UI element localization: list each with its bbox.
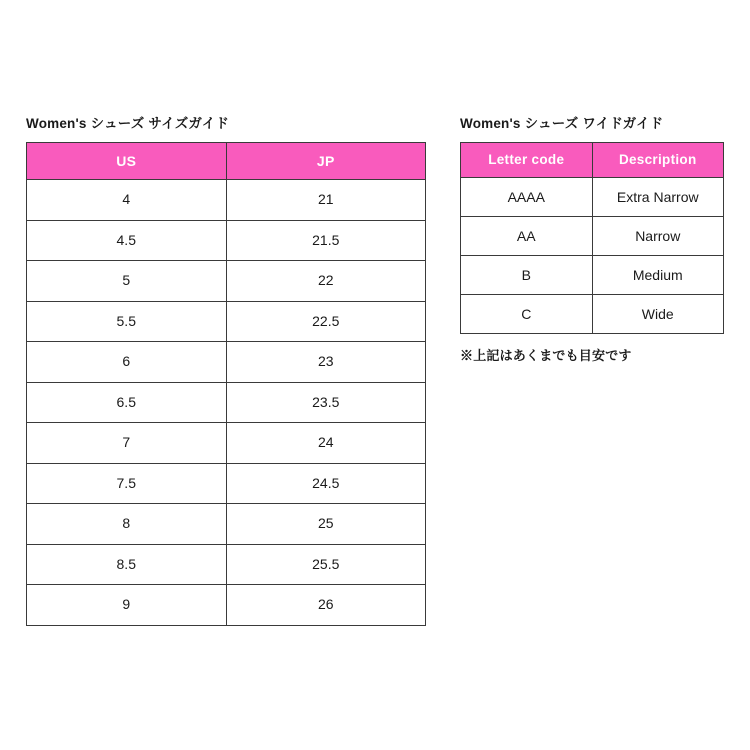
- cell-letter-code: AAAA: [461, 178, 593, 217]
- cell-us: 7: [27, 423, 227, 464]
- cell-us: 8: [27, 504, 227, 545]
- table-header-row: [27, 143, 426, 180]
- column-header-letter-code: Letter code: [461, 143, 593, 178]
- cell-us: 5.5: [27, 301, 227, 342]
- cell-jp: 21.5: [226, 220, 426, 261]
- cell-us: 4: [27, 180, 227, 221]
- cell-us: 5: [27, 261, 227, 302]
- cell-description: Wide: [592, 295, 724, 334]
- cell-us: 7.5: [27, 463, 227, 504]
- cell-jp: 25.5: [226, 544, 426, 585]
- table-row: [461, 256, 724, 295]
- table-row: [27, 261, 426, 302]
- column-header-us: US: [27, 143, 227, 180]
- size-guide-title: Women's シューズ サイズガイド: [26, 116, 230, 131]
- cell-us: 9: [27, 585, 227, 626]
- table-row: [27, 544, 426, 585]
- cell-jp: 22.5: [226, 301, 426, 342]
- cell-jp: 22: [226, 261, 426, 302]
- table-row: [27, 382, 426, 423]
- cell-letter-code: C: [461, 295, 593, 334]
- table-row: [27, 342, 426, 383]
- table-row: [461, 178, 724, 217]
- size-guide-panel: [26, 112, 426, 626]
- cell-letter-code: B: [461, 256, 593, 295]
- cell-jp: 23: [226, 342, 426, 383]
- size-guide-table: [26, 142, 426, 626]
- cell-jp: 21: [226, 180, 426, 221]
- width-guide-note: ※上記はあくまでも目安です: [460, 348, 632, 363]
- table-row: [461, 295, 724, 334]
- cell-letter-code: AA: [461, 217, 593, 256]
- cell-description: Medium: [592, 256, 724, 295]
- cell-jp: 24: [226, 423, 426, 464]
- cell-jp: 23.5: [226, 382, 426, 423]
- cell-us: 6.5: [27, 382, 227, 423]
- table-header-row: [461, 143, 724, 178]
- cell-us: 8.5: [27, 544, 227, 585]
- width-guide-panel: [460, 112, 724, 364]
- cell-jp: 25: [226, 504, 426, 545]
- width-guide-table: [460, 142, 724, 334]
- table-row: [27, 301, 426, 342]
- column-header-jp: JP: [226, 143, 426, 180]
- table-row: [27, 463, 426, 504]
- cell-description: Narrow: [592, 217, 724, 256]
- cell-us: 6: [27, 342, 227, 383]
- table-row: [27, 585, 426, 626]
- table-row: [27, 220, 426, 261]
- table-row: [461, 217, 724, 256]
- table-row: [27, 423, 426, 464]
- table-row: [27, 504, 426, 545]
- cell-jp: 24.5: [226, 463, 426, 504]
- cell-description: Extra Narrow: [592, 178, 724, 217]
- table-row: [27, 180, 426, 221]
- column-header-description: Description: [592, 143, 724, 178]
- width-guide-title: Women's シューズ ワイドガイド: [460, 116, 664, 131]
- cell-us: 4.5: [27, 220, 227, 261]
- cell-jp: 26: [226, 585, 426, 626]
